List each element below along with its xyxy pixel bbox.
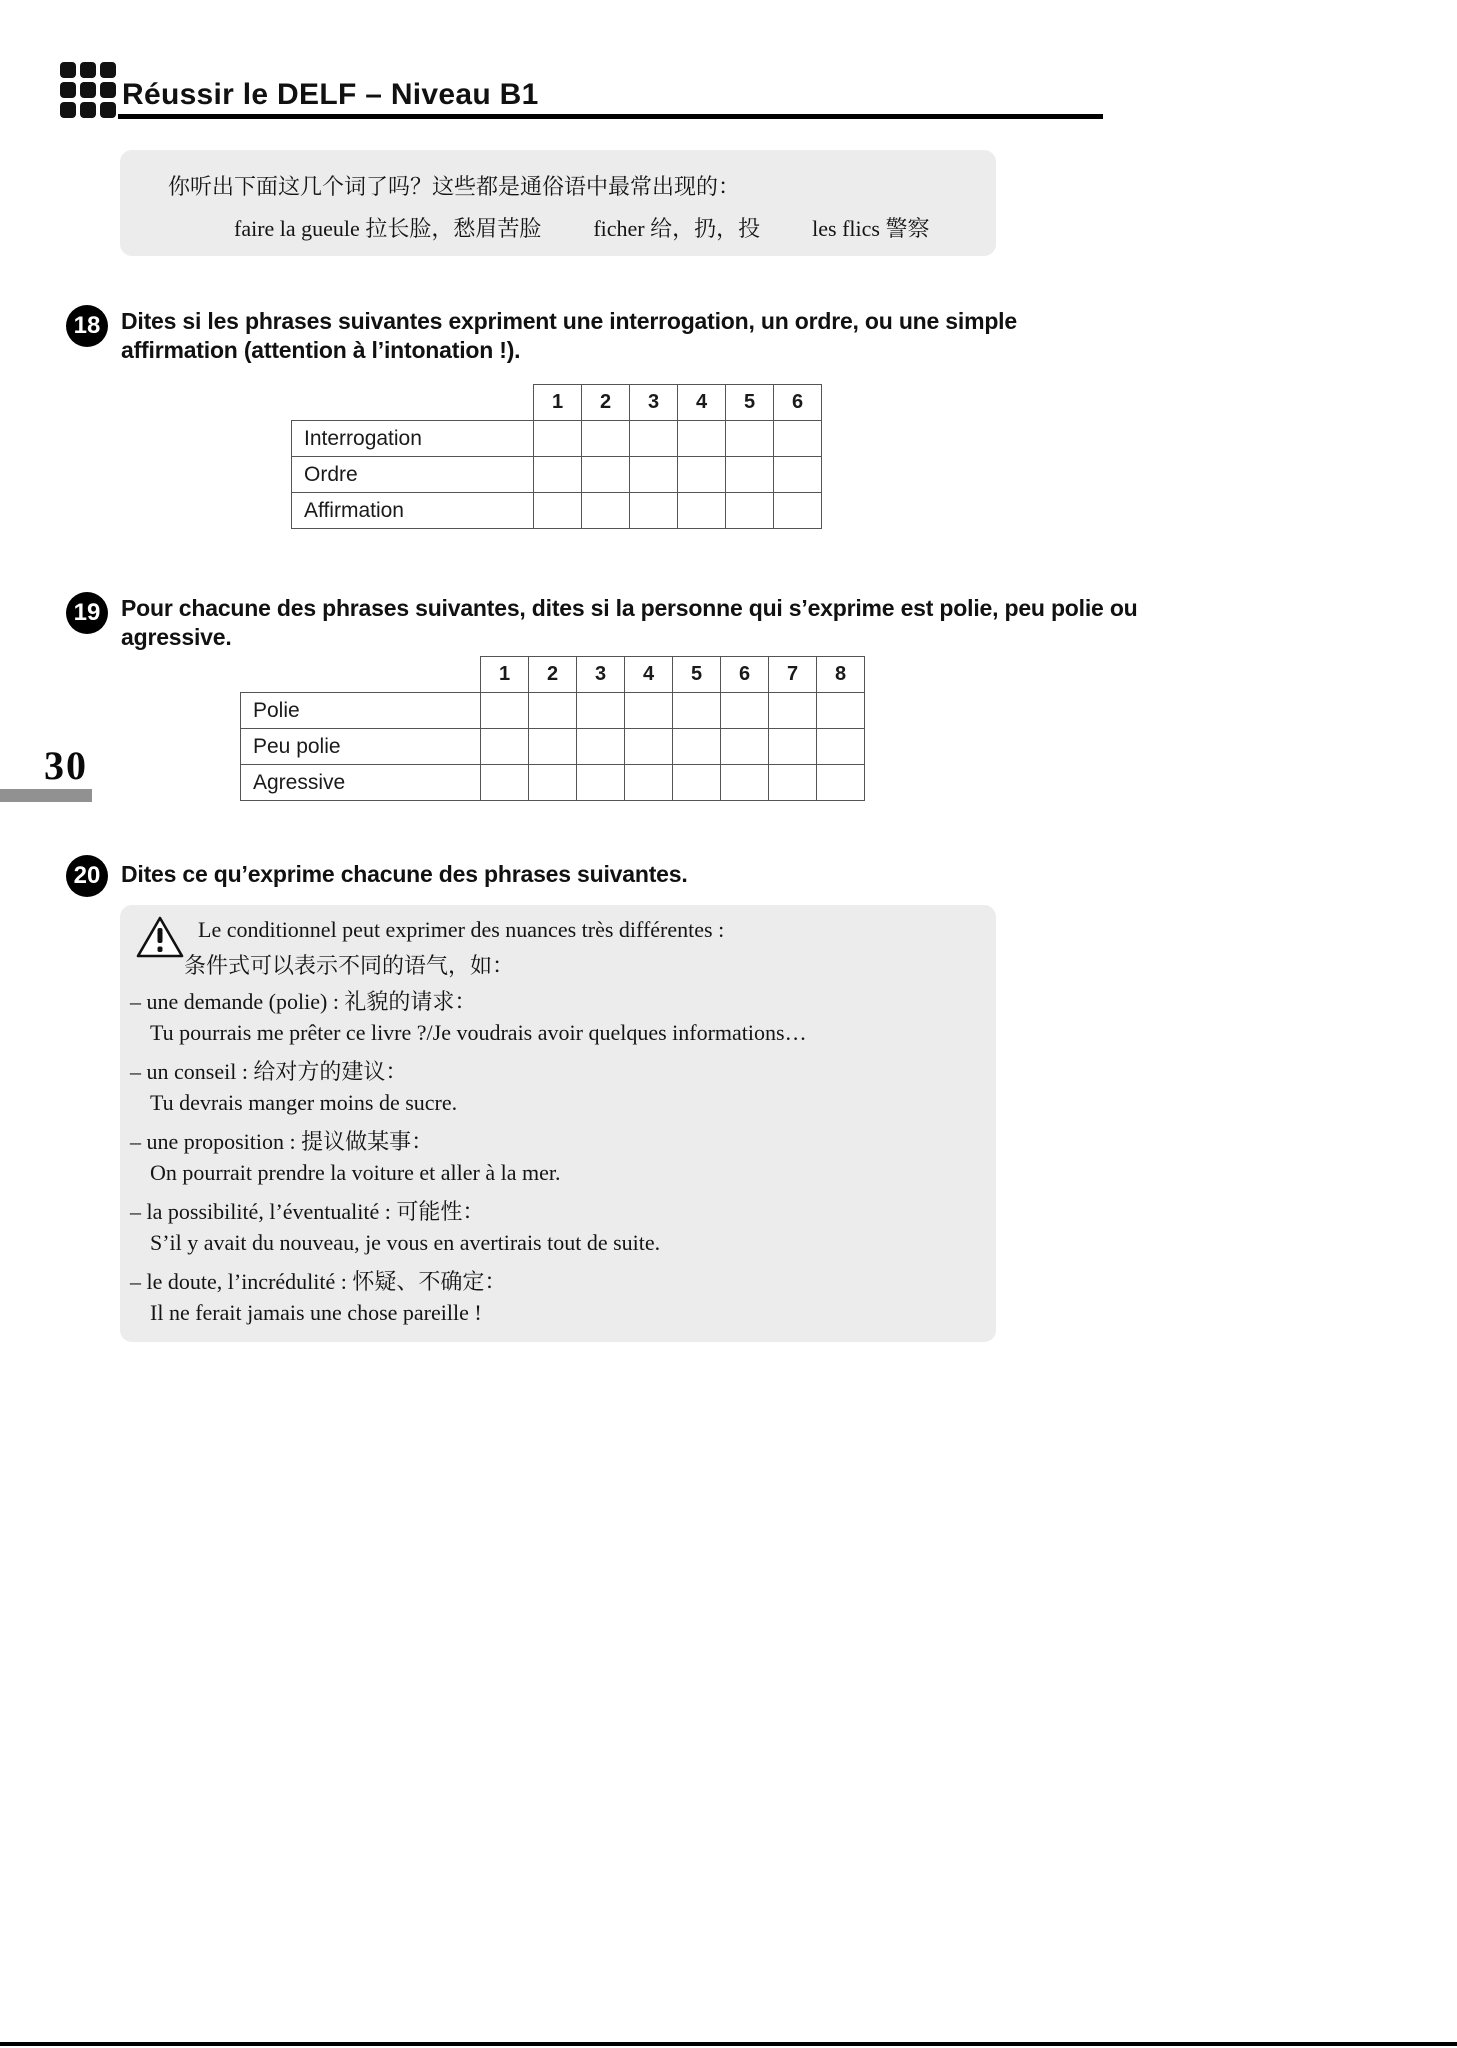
note-item-example: On pourrait prendre la voiture et aller à la mer. xyxy=(150,1160,561,1185)
column-header: 2 xyxy=(582,385,630,421)
answer-cell xyxy=(630,457,678,493)
note-item-label: – la possibilité, l’éventualité : 可能性： xyxy=(130,1199,485,1224)
vocab-item: ficher 给，扔，投 xyxy=(593,216,761,241)
answer-cell xyxy=(678,421,726,457)
column-header: 5 xyxy=(673,657,721,693)
column-header: 1 xyxy=(481,657,529,693)
answer-cell xyxy=(673,729,721,765)
exercise-19-instruction: Pour chacune des phrases suivantes, dites si la personne qui s’exprime est polie, peu polie ou agressive. xyxy=(121,595,1138,651)
column-header: 4 xyxy=(678,385,726,421)
column-header: 7 xyxy=(769,657,817,693)
exercise-18-number: 18 xyxy=(73,312,101,339)
answer-cell xyxy=(529,693,577,729)
exercise-18-instruction: Dites si les phrases suivantes expriment une interrogation, un ordre, ou une simple affirmation (attention à l’intonation !). xyxy=(121,308,1017,364)
note-item-label: – une demande (polie) : 礼貌的请求： xyxy=(130,989,477,1014)
corner-cell xyxy=(292,385,534,421)
table-header-row xyxy=(241,657,865,693)
answer-cell xyxy=(529,729,577,765)
column-header: 5 xyxy=(726,385,774,421)
answer-cell xyxy=(630,493,678,529)
answer-cell xyxy=(678,457,726,493)
column-header: 6 xyxy=(774,385,822,421)
answer-cell xyxy=(481,693,529,729)
row-label: Polie xyxy=(241,693,481,729)
answer-cell xyxy=(678,493,726,529)
column-header: 4 xyxy=(625,657,673,693)
column-header: 6 xyxy=(721,657,769,693)
column-header: 2 xyxy=(529,657,577,693)
note-item-label: – une proposition : 提议做某事： xyxy=(130,1129,434,1154)
table-row xyxy=(241,765,865,801)
answer-cell xyxy=(817,765,865,801)
row-label: Peu polie xyxy=(241,729,481,765)
table-row xyxy=(292,421,822,457)
corner-cell xyxy=(241,657,481,693)
answer-cell xyxy=(534,421,582,457)
row-label: Ordre xyxy=(292,457,534,493)
table-row xyxy=(292,493,822,529)
exercise-20-badge xyxy=(66,855,108,897)
table-row xyxy=(292,457,822,493)
page-number: 30 xyxy=(44,743,88,788)
note-item-example: Tu devrais manger moins de sucre. xyxy=(150,1090,458,1115)
exercise-20-number: 20 xyxy=(73,862,101,889)
header-rule xyxy=(118,114,1103,119)
answer-cell xyxy=(577,693,625,729)
note-intro-zh: 条件式可以表示不同的语气，如： xyxy=(184,953,515,978)
answer-cell xyxy=(582,493,630,529)
answer-cell xyxy=(534,457,582,493)
exercise-19-table xyxy=(240,656,865,801)
answer-cell xyxy=(481,765,529,801)
answer-cell xyxy=(625,693,673,729)
column-header: 8 xyxy=(817,657,865,693)
answer-cell xyxy=(577,765,625,801)
answer-cell xyxy=(582,421,630,457)
answer-cell xyxy=(769,729,817,765)
answer-cell xyxy=(630,421,678,457)
answer-cell xyxy=(726,457,774,493)
note-box xyxy=(120,905,996,1342)
exercise-18-table xyxy=(291,384,822,529)
answer-cell xyxy=(577,729,625,765)
answer-cell xyxy=(721,729,769,765)
row-label: Affirmation xyxy=(292,493,534,529)
vocab-item: faire la gueule 拉长脸，愁眉苦脸 xyxy=(234,216,542,241)
answer-cell xyxy=(582,457,630,493)
answer-cell xyxy=(673,693,721,729)
note-item-example: Il ne ferait jamais une chose pareille ! xyxy=(150,1300,482,1325)
table-row xyxy=(241,729,865,765)
answer-cell xyxy=(769,765,817,801)
answer-cell xyxy=(625,765,673,801)
answer-cell xyxy=(817,729,865,765)
note-item-label: – le doute, l’incrédulité : 怀疑、不确定： xyxy=(130,1269,507,1294)
column-header: 3 xyxy=(577,657,625,693)
exercise-19-number: 19 xyxy=(73,599,101,626)
vocab-items xyxy=(234,212,929,243)
column-header: 1 xyxy=(534,385,582,421)
table-row xyxy=(241,693,865,729)
warning-icon xyxy=(136,915,184,959)
note-item-label: – un conseil : 给对方的建议： xyxy=(130,1059,408,1084)
exercise-19-badge xyxy=(66,592,108,634)
answer-cell xyxy=(673,765,721,801)
answer-cell xyxy=(774,421,822,457)
answer-cell xyxy=(534,493,582,529)
vocab-question: 你听出下面这几个词了吗？这些都是通俗语中最常出现的： xyxy=(168,174,741,199)
answer-cell xyxy=(726,421,774,457)
row-label: Interrogation xyxy=(292,421,534,457)
vocab-item: les flics 警察 xyxy=(812,216,930,241)
row-label: Agressive xyxy=(241,765,481,801)
answer-cell xyxy=(726,493,774,529)
note-intro-fr: Le conditionnel peut exprimer des nuances très différentes : xyxy=(198,917,725,942)
column-header: 3 xyxy=(630,385,678,421)
answer-cell xyxy=(625,729,673,765)
note-item-example: Tu pourrais me prêter ce livre ?/Je voudrais avoir quelques informations… xyxy=(150,1020,807,1045)
table-header-row xyxy=(292,385,822,421)
vocab-box xyxy=(120,150,996,256)
answer-cell xyxy=(721,765,769,801)
exercise-18-badge xyxy=(66,305,108,347)
page-number-bar xyxy=(0,789,92,802)
answer-cell xyxy=(721,693,769,729)
answer-cell xyxy=(481,729,529,765)
brand-logo-icon xyxy=(60,62,116,118)
answer-cell xyxy=(769,693,817,729)
exercise-20-instruction: Dites ce qu’exprime chacune des phrases suivantes. xyxy=(121,861,688,887)
answer-cell xyxy=(774,493,822,529)
answer-cell xyxy=(529,765,577,801)
answer-cell xyxy=(817,693,865,729)
note-item-example: S’il y avait du nouveau, je vous en avertirais tout de suite. xyxy=(150,1230,661,1255)
answer-cell xyxy=(774,457,822,493)
bottom-rule xyxy=(0,2042,1457,2046)
page-title: Réussir le DELF – Niveau B1 xyxy=(122,78,539,111)
